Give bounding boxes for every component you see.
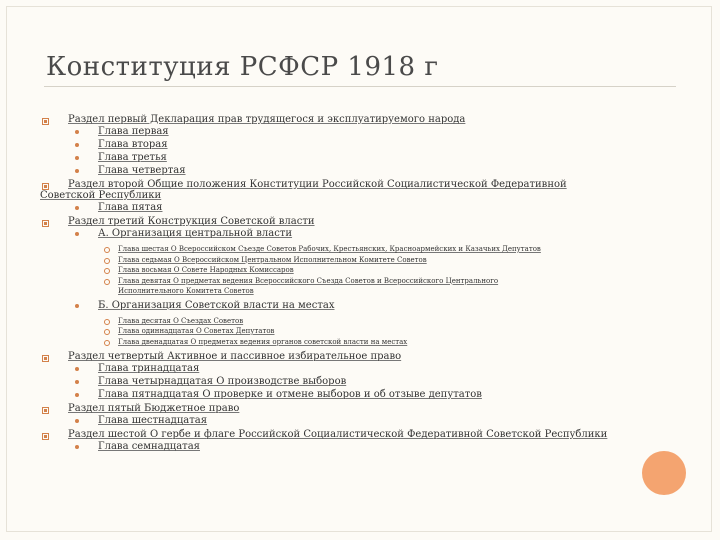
square-bullet-icon xyxy=(42,355,49,362)
chapter-link[interactable]: Глава одиннадцатая О Советах Депутатов xyxy=(118,327,275,335)
chapter-link[interactable]: Глава десятая О Съездах Советов xyxy=(118,316,244,325)
dot-bullet-icon xyxy=(75,304,79,308)
section-4 xyxy=(40,351,680,401)
ring-bullet-icon xyxy=(104,329,110,335)
chapter-item[interactable] xyxy=(40,265,680,276)
dot-bullet-icon xyxy=(75,419,79,423)
page-title: Конституция РСФСР 1918 г xyxy=(46,52,439,82)
dot-bullet-icon xyxy=(75,206,79,210)
section-label[interactable]: Раздел третий Конструкция Советской власти xyxy=(68,216,315,227)
section-label[interactable]: Раздел второй Общие положения Конституции Российской Социалистической Федеративной xyxy=(68,179,567,190)
square-bullet-icon xyxy=(42,433,49,440)
chapter-item[interactable] xyxy=(40,138,680,151)
dot-bullet-icon xyxy=(75,156,79,160)
chapter-link[interactable]: Глава третья xyxy=(98,152,167,163)
subsection-label[interactable]: А. Организация центральной власти xyxy=(98,228,293,239)
section-label[interactable]: Раздел шестой О гербе и флаге Российской Социалистической Федеративной Советской Республики xyxy=(68,429,608,440)
ring-bullet-icon xyxy=(104,258,110,264)
chapter-link[interactable]: Глава шестнадцатая xyxy=(98,415,208,426)
section-heading[interactable] xyxy=(40,179,680,201)
section-3 xyxy=(40,216,680,347)
chapter-item[interactable] xyxy=(40,326,680,337)
square-bullet-icon xyxy=(42,407,49,414)
section-heading[interactable] xyxy=(40,216,680,227)
dot-bullet-icon xyxy=(75,445,79,449)
chapter-item[interactable] xyxy=(40,414,680,427)
subsection-a[interactable] xyxy=(40,227,680,240)
chapter-link[interactable]: Глава пятнадцатая О проверке и отмене выборов и об отзыве депутатов xyxy=(98,389,482,400)
section-2 xyxy=(40,179,680,214)
chapter-item[interactable] xyxy=(40,388,680,401)
subsection-label[interactable]: Б. Организация Советской власти на местах xyxy=(98,299,335,311)
title-divider xyxy=(44,86,676,87)
ring-bullet-icon xyxy=(104,340,110,346)
decorative-circle xyxy=(642,451,686,495)
chapter-link[interactable]: Глава восьмая О Совете Народных Комиссаров xyxy=(118,266,294,274)
chapter-link[interactable]: Глава четырнадцатая О производстве выборов xyxy=(98,376,347,387)
chapter-item[interactable] xyxy=(40,316,680,327)
section-label[interactable]: Раздел пятый Бюджетное право xyxy=(68,403,240,414)
chapter-item[interactable] xyxy=(40,440,680,453)
section-label[interactable]: Раздел четвертый Активное и пассивное избирательное право xyxy=(68,351,402,362)
section-5 xyxy=(40,403,680,427)
chapter-link[interactable]: Глава первая xyxy=(98,126,169,137)
chapter-item[interactable] xyxy=(40,164,680,177)
dot-bullet-icon xyxy=(75,143,79,147)
chapter-item[interactable] xyxy=(40,151,680,164)
dot-bullet-icon xyxy=(75,380,79,384)
chapter-item[interactable] xyxy=(40,337,680,348)
section-6 xyxy=(40,429,680,453)
dot-bullet-icon xyxy=(75,367,79,371)
chapter-link[interactable]: Глава седьмая О Всероссийском Центральном Исполнительном Комитете Советов xyxy=(118,255,427,264)
dot-bullet-icon xyxy=(75,169,79,173)
ring-bullet-icon xyxy=(104,247,110,253)
chapter-item[interactable] xyxy=(40,125,680,138)
section-heading[interactable] xyxy=(40,429,680,440)
section-heading[interactable] xyxy=(40,114,680,125)
chapter-link[interactable]: Глава двенадцатая О предметах ведения органов советской власти на местах xyxy=(118,337,408,346)
ring-bullet-icon xyxy=(104,279,110,285)
chapter-link[interactable]: Глава вторая xyxy=(98,139,168,150)
chapter-item-continued[interactable] xyxy=(40,286,680,297)
chapter-item[interactable] xyxy=(40,276,680,287)
dot-bullet-icon xyxy=(75,232,79,236)
chapter-item[interactable] xyxy=(40,375,680,388)
dot-bullet-icon xyxy=(75,130,79,134)
chapter-item[interactable] xyxy=(40,201,680,214)
outline xyxy=(40,114,680,453)
chapter-link[interactable]: Исполнительного Комитета Советов xyxy=(118,287,254,295)
section-label-continued[interactable]: Советской Республики xyxy=(40,190,162,201)
chapter-link[interactable]: Глава девятая О предметах ведения Всероссийского Съезда Советов и Всероссийского Центрального xyxy=(118,276,499,285)
chapter-link[interactable]: Глава пятая xyxy=(98,202,163,213)
dot-bullet-icon xyxy=(75,393,79,397)
square-bullet-icon xyxy=(42,183,49,190)
section-heading[interactable] xyxy=(40,403,680,414)
section-1 xyxy=(40,114,680,177)
ring-bullet-icon xyxy=(104,268,110,274)
section-label[interactable]: Раздел первый Декларация прав трудящегося и эксплуатируемого народа xyxy=(68,114,466,125)
chapter-link[interactable]: Глава семнадцатая xyxy=(98,441,200,452)
chapter-item[interactable] xyxy=(40,362,680,375)
chapter-link[interactable]: Глава четвертая xyxy=(98,165,186,176)
chapter-item[interactable] xyxy=(40,244,680,255)
ring-bullet-icon xyxy=(104,319,110,325)
section-heading[interactable] xyxy=(40,351,680,362)
square-bullet-icon xyxy=(42,220,49,227)
square-bullet-icon xyxy=(42,118,49,125)
subsection-b[interactable] xyxy=(40,299,680,312)
chapter-link[interactable]: Глава тринадцатая xyxy=(98,363,200,374)
chapter-item[interactable] xyxy=(40,255,680,266)
chapter-link[interactable]: Глава шестая О Всероссийском Съезде Советов Рабочих, Крестьянских, Красноармейских и Казачьих Депутатов xyxy=(118,245,541,253)
